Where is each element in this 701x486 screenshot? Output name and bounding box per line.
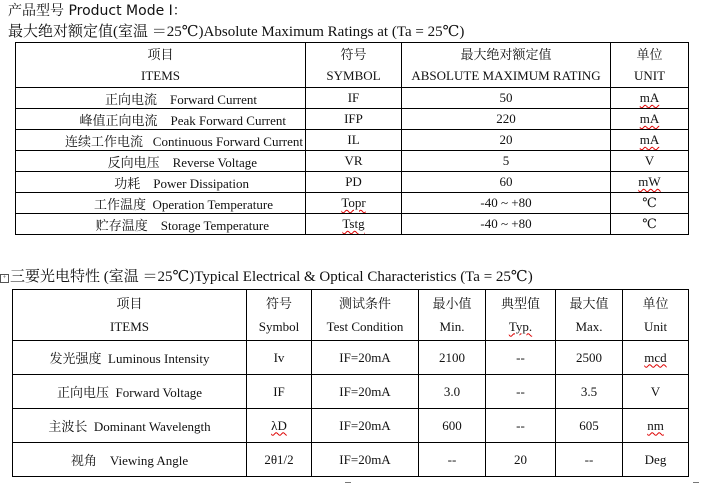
header-cell-typ: 典型值 Typ. [486,290,556,341]
unit-cell: ℃ [611,193,689,214]
table-row [13,409,689,443]
table-row [16,151,689,172]
item-cell: 正向电流 Forward Current [16,88,306,109]
item-cell: 工作温度 Operation Temperature [16,193,306,214]
symbol-cell: VR [306,151,402,172]
table-row [16,172,689,193]
typ-cell: 20 [486,443,556,477]
header-cell-symbol: 符号 SYMBOL [306,43,402,88]
item-cell: 连续工作电流 Continuous Forward Current [16,130,306,151]
item-cell: 贮存温度 Storage Temperature [16,214,306,235]
typ-cell: -- [486,341,556,375]
condition-cell: IF=20mA [312,443,419,477]
unit-cell: mW [611,172,689,193]
value-cell: 5 [402,151,611,172]
header-cell-max: 最大值 Max. [556,290,623,341]
header-cell-items: 项目 ITEMS [16,43,306,88]
header-cell-unit: 单位 Unit [623,290,689,341]
header-cell-symbol: 符号 Symbol [247,290,312,341]
value-cell: 50 [402,88,611,109]
item-cell: 峰值正向电流 Peak Forward Current [16,109,306,130]
symbol-cell: λD [247,409,312,443]
symbol-cell: 2θ1/2 [247,443,312,477]
table-row [13,341,689,375]
table-row [16,214,689,235]
condition-cell: IF=20mA [312,341,419,375]
max-cell: -- [556,443,623,477]
max-cell: 605 [556,409,623,443]
symbol-cell: Topr [306,193,402,214]
max-cell: 3.5 [556,375,623,409]
table-row [13,443,689,477]
value-cell: -40 ~ +80 [402,193,611,214]
abs-table-header [16,43,689,88]
eo-table-header [13,290,689,341]
unit-cell: Deg [623,443,689,477]
value-cell: -40 ~ +80 [402,214,611,235]
unit-cell: V [611,151,689,172]
value-cell: 20 [402,130,611,151]
eo-title: + 三要光电特性 (室温 ＝25℃)Typical Electrical & Optical Characteristics (Ta = 25℃) [0,265,533,286]
header-cell-min: 最小值 Min. [419,290,486,341]
typ-cell: -- [486,409,556,443]
eo-characteristics-table [12,289,689,477]
value-cell: 60 [402,172,611,193]
unit-cell: mA [611,109,689,130]
header-cell-unit: 单位 UNIT [611,43,689,88]
product-model-line: 产品型号 Product Mode I： [8,3,187,19]
value-cell: 220 [402,109,611,130]
symbol-cell: IL [306,130,402,151]
header-cell-rating: 最大绝对额定值 ABSOLUTE MAXIMUM RATING [402,43,611,88]
table-row [13,375,689,409]
symbol-cell: Iv [247,341,312,375]
symbol-cell: IFP [306,109,402,130]
typ-cell: -- [486,375,556,409]
min-cell: -- [419,443,486,477]
unit-cell: mcd [623,341,689,375]
unit-cell: nm [623,409,689,443]
item-cell: 发光强度 Luminous Intensity [13,341,247,375]
condition-cell: IF=20mA [312,409,419,443]
table-row [16,88,689,109]
table-row [16,130,689,151]
unit-cell: ℃ [611,214,689,235]
header-cell-condition: 测试条件 Test Condition [312,290,419,341]
unit-cell: mA [611,88,689,109]
page-marker [693,482,699,483]
item-cell: 反向电压 Reverse Voltage [16,151,306,172]
symbol-cell: PD [306,172,402,193]
min-cell: 3.0 [419,375,486,409]
min-cell: 2100 [419,341,486,375]
table-row [16,193,689,214]
item-cell: 正向电压 Forward Voltage [13,375,247,409]
symbol-cell: IF [247,375,312,409]
max-cell: 2500 [556,341,623,375]
unit-cell: V [623,375,689,409]
item-cell: 功耗 Power Dissipation [16,172,306,193]
abs-max-table [15,42,689,235]
item-cell: 主波长 Dominant Wavelength [13,409,247,443]
symbol-cell: Tstg [306,214,402,235]
symbol-cell: IF [306,88,402,109]
item-cell: 视角 Viewing Angle [13,443,247,477]
table-row [16,109,689,130]
page-marker [345,482,351,483]
unit-cell: mA [611,130,689,151]
anchor-icon[interactable]: + [0,274,9,283]
condition-cell: IF=20mA [312,375,419,409]
header-cell-items: 项目 ITEMS [13,290,247,341]
abs-max-title: 最大绝对额定值(室温 ＝25℃)Absolute Maximum Ratings at (Ta = 25℃) [8,24,465,40]
min-cell: 600 [419,409,486,443]
